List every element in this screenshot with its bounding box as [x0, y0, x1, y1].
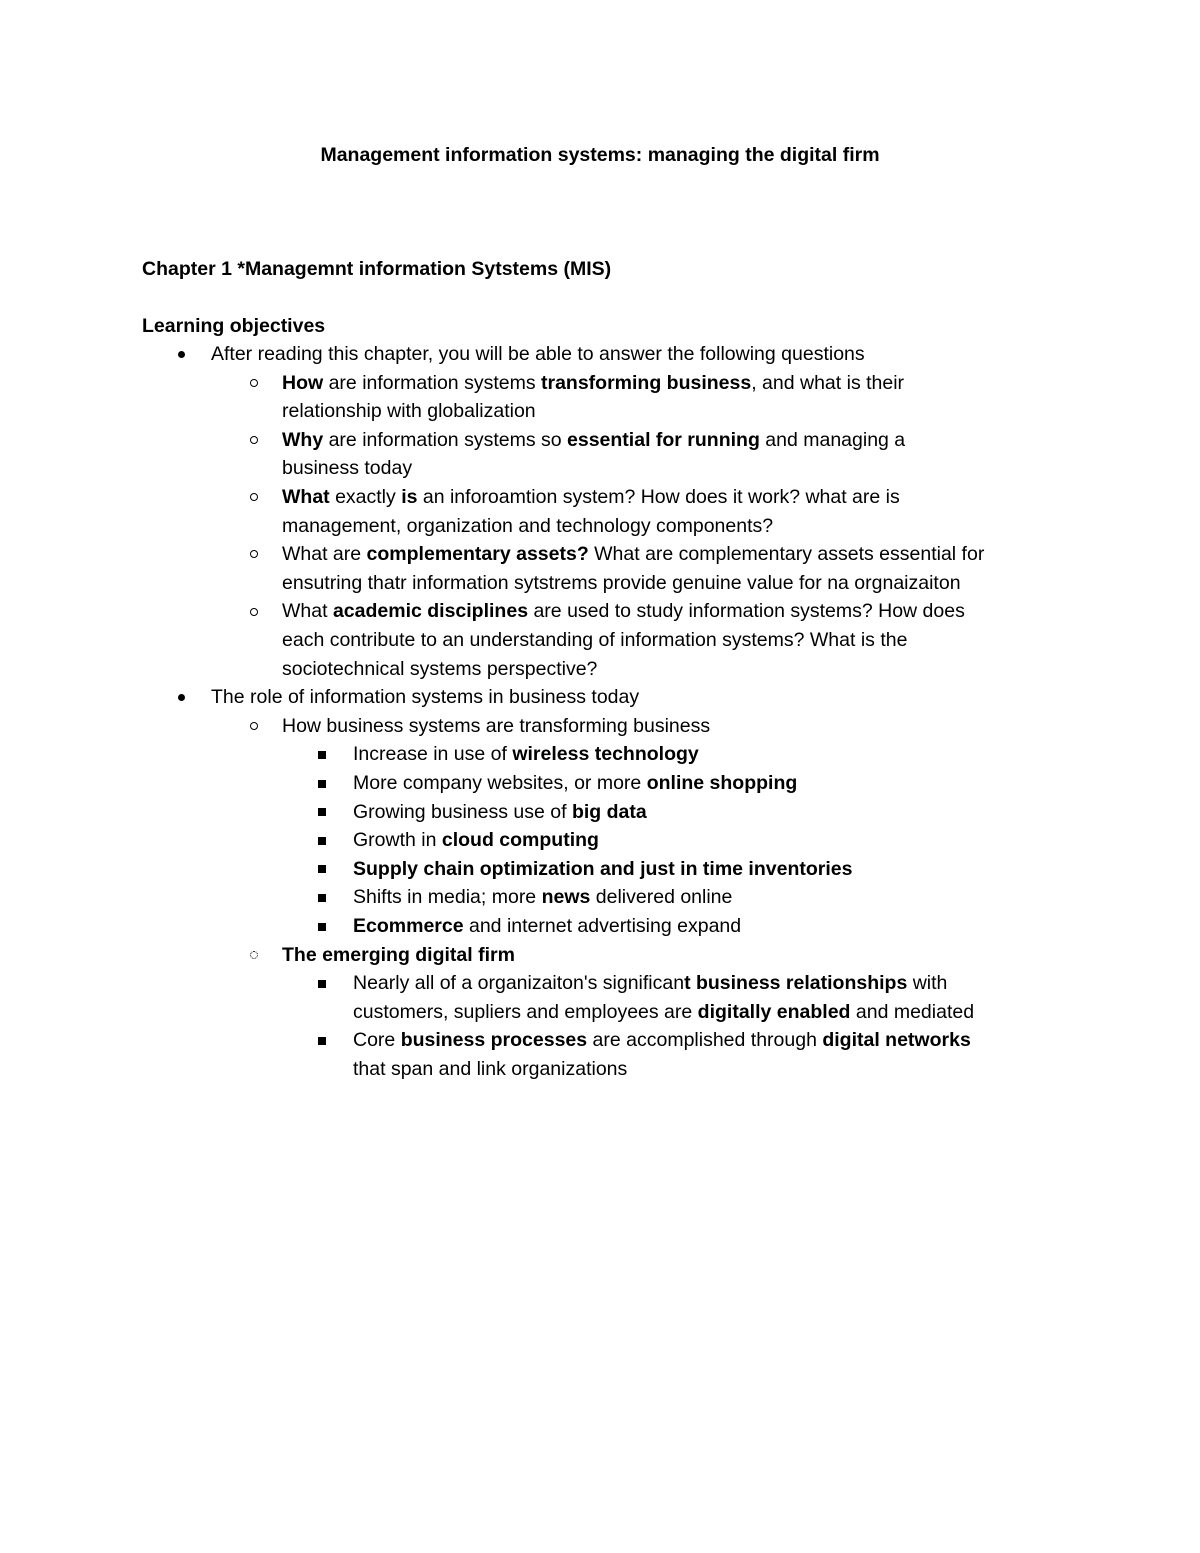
text: What [282, 600, 333, 623]
chapter-heading: Chapter 1 *Managemnt information Sytstems (MIS) [142, 258, 612, 280]
text: an inforoamtion system? How does it work? what are is [417, 486, 900, 508]
bullet-square-icon [318, 923, 326, 931]
bold-text: online shopping [646, 772, 798, 794]
text: What are complementary assets essential for [588, 543, 985, 566]
text: What are [282, 543, 367, 566]
outline-line-level-1 [211, 683, 639, 712]
bold-text: is [401, 486, 418, 508]
bold-text: big data [571, 800, 647, 823]
text: How business systems are transforming business [282, 714, 711, 737]
bold-text: The emerging digital firm [282, 943, 515, 966]
document-title: Management information systems: managing the digital firm [320, 144, 880, 166]
outline-line-level-3 [353, 912, 741, 941]
bold-text: cloud computing [441, 829, 599, 852]
bold-text: wireless technology [512, 743, 699, 766]
bold-text: Why [282, 428, 324, 451]
bullet-circle-icon [250, 379, 258, 387]
text: Increase in use of [353, 743, 513, 766]
bold-text: news [541, 886, 591, 909]
bold-text: complementary assets? [366, 543, 589, 566]
outline-line-level-2 [282, 369, 904, 398]
outline-line-level-2 [282, 597, 965, 626]
bold-text: business processes [400, 1029, 588, 1052]
bold-text: transforming business [541, 371, 752, 394]
outline-line-level-2 [282, 712, 710, 741]
outline-line-level-2 [282, 512, 773, 541]
text: and managing a [759, 428, 906, 451]
text: are information systems [323, 371, 541, 394]
bold-text: What [282, 486, 330, 508]
text: ensutring thatr information sytstrems provide genuine value for na orgnaizaiton [282, 571, 961, 594]
text: Shifts in media; more [353, 886, 542, 909]
outline-line-level-1 [211, 340, 865, 369]
text: and mediated [850, 1000, 975, 1023]
bold-text: academic disciplines [332, 600, 529, 623]
outline-line-level-2 [282, 540, 984, 569]
bold-text: digital networks [822, 1029, 971, 1052]
outline-line-level-3 [353, 998, 974, 1027]
text: delivered online [590, 886, 733, 909]
bold-text: t business relationships [684, 972, 908, 995]
outline-line-level-2 [282, 941, 515, 970]
text: are information systems so [323, 428, 568, 451]
bold-text: Ecommerce [353, 915, 464, 937]
outline-line-level-3 [353, 969, 947, 998]
outline-line-level-3 [353, 855, 852, 884]
bullet-square-icon [318, 780, 326, 788]
bullet-disc-icon [178, 351, 185, 358]
outline-line-level-3 [353, 769, 797, 798]
outline-line-level-2 [282, 655, 597, 684]
text: and internet advertising expand [463, 915, 742, 937]
bullet-circle-icon [250, 550, 258, 558]
bold-text: essential for running [567, 428, 760, 451]
text: are used to study information systems? How does [528, 600, 965, 623]
outline-line-level-2 [282, 569, 961, 598]
bold-text: digitally enabled [697, 1000, 851, 1023]
outline-line-level-2 [282, 454, 412, 483]
section-heading: Learning objectives [142, 315, 326, 337]
text: More company websites, or more [353, 772, 647, 794]
text: exactly [329, 486, 402, 508]
bold-text: Supply chain optimization and just in time inventories [353, 857, 853, 880]
outline-line-level-3 [353, 740, 699, 769]
text: Nearly all of a organizaiton's significan [353, 972, 685, 995]
text: Core [353, 1029, 401, 1052]
text: , and what is their [751, 371, 905, 394]
bullet-square-icon [318, 751, 326, 759]
bullet-circle-icon [250, 608, 258, 616]
outline-line-level-2 [282, 626, 907, 655]
text: each contribute to an understanding of information systems? What is the [282, 629, 908, 651]
text: are accomplished through [587, 1029, 823, 1052]
outline-line-level-3 [353, 826, 599, 855]
text: customers, supliers and employees are [353, 1000, 698, 1023]
bullet-circle-icon [250, 722, 258, 730]
outline-line-level-2 [282, 426, 905, 455]
text: that span and link organizations [353, 1058, 628, 1080]
bullet-circle-icon [250, 436, 258, 444]
text: Growth in [353, 829, 442, 852]
bullet-square-icon [318, 1037, 326, 1045]
bullet-square-icon [318, 808, 326, 816]
bullet-square-icon [318, 837, 326, 845]
outline-line-level-2 [282, 397, 536, 426]
text: Growing business use of [353, 800, 572, 823]
outline-line-level-2 [282, 483, 900, 512]
text: business today [282, 457, 413, 480]
outline-line-level-3 [353, 798, 647, 827]
text: relationship with globalization [282, 400, 536, 423]
outline-line-level-3 [353, 883, 732, 912]
bullet-circle-icon [250, 493, 258, 501]
bullet-dotted-circle-icon [250, 951, 258, 959]
outline-line-level-3 [353, 1055, 627, 1084]
text: The role of information systems in business today [211, 686, 640, 709]
bullet-square-icon [318, 865, 326, 873]
bullet-square-icon [318, 980, 326, 988]
bullet-square-icon [318, 894, 326, 902]
bullet-disc-icon [178, 694, 185, 701]
bold-text: How [282, 371, 324, 394]
outline-line-level-3 [353, 1026, 971, 1055]
text: After reading this chapter, you will be able to answer the following questions [211, 343, 865, 365]
text: with [907, 972, 948, 995]
text: sociotechnical systems perspective? [282, 657, 598, 680]
text: management, organization and technology components? [282, 514, 774, 537]
